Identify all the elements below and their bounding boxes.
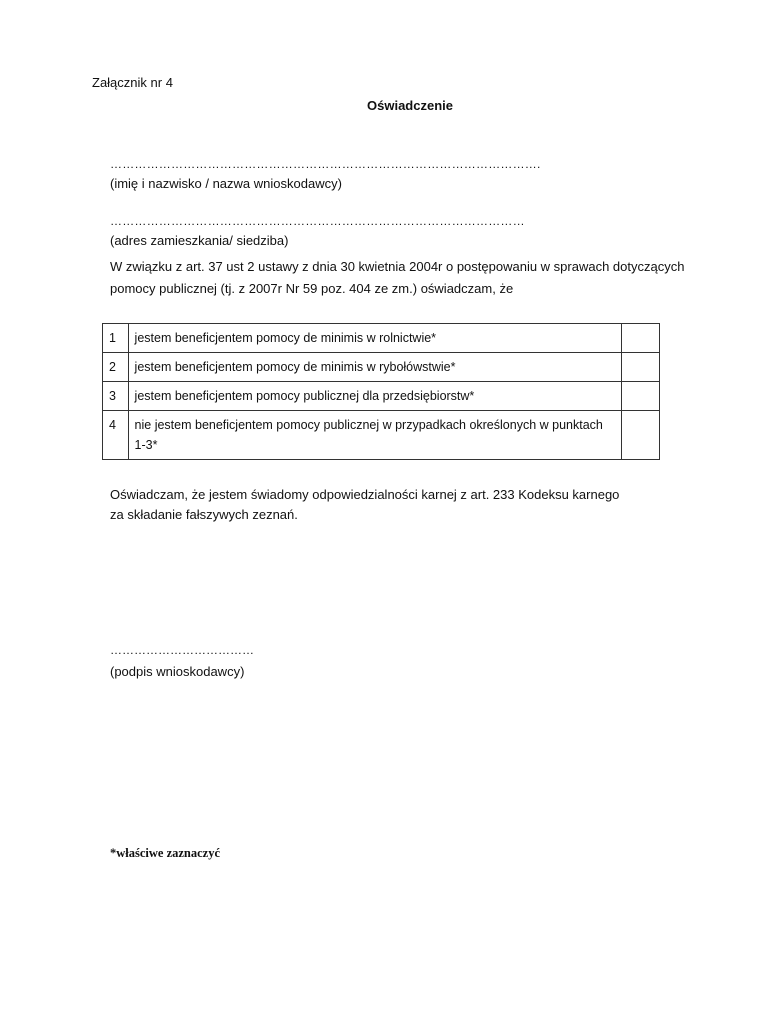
option-number: 1	[103, 324, 129, 353]
table-row	[103, 353, 660, 382]
table-row	[103, 382, 660, 411]
table-row	[103, 411, 660, 460]
option-text-line-1: nie jestem beneficjentem pomocy publicznej w przypadkach określonych w punktach	[134, 418, 603, 432]
footnote: *właściwe zaznaczyć	[110, 846, 221, 860]
intro-line-1: W związku z art. 37 ust 2 ustawy z dnia 30 kwietnia 2004r o postępowaniu w sprawach dotyczących	[110, 259, 685, 274]
option-checkbox-2[interactable]	[622, 353, 660, 382]
option-text: jestem beneficjentem pomocy publicznej dla przedsiębiorstw*	[128, 382, 622, 411]
signature-field[interactable]: ………………………………	[110, 643, 254, 657]
option-checkbox-4[interactable]	[622, 411, 660, 460]
option-checkbox-3[interactable]	[622, 382, 660, 411]
option-text-line-2: 1-3*	[134, 438, 158, 452]
signature-label: (podpis wnioskodawcy)	[110, 664, 245, 679]
applicant-address-field[interactable]: …………………………………………………………………………………………	[110, 214, 525, 228]
statement-line-1: Oświadczam, że jestem świadomy odpowiedzialności karnej z art. 233 Kodeksu karnego	[110, 487, 620, 502]
applicant-name-field[interactable]: …………………………………………………………………………………………….	[110, 157, 541, 171]
applicant-address-label: (adres zamieszkania/ siedziba)	[110, 233, 289, 248]
option-number: 2	[103, 353, 129, 382]
intro-paragraph	[110, 256, 700, 300]
option-checkbox-1[interactable]	[622, 324, 660, 353]
statement-line-2: za składanie fałszywych zeznań.	[110, 507, 298, 522]
table-row	[103, 324, 660, 353]
option-number: 3	[103, 382, 129, 411]
intro-line-2: pomocy publicznej (tj. z 2007r Nr 59 poz. 404 ze zm.) oświadczam, że	[110, 281, 514, 296]
option-text: jestem beneficjentem pomocy de minimis w rybołówstwie*	[128, 353, 622, 382]
applicant-name-label: (imię i nazwisko / nazwa wnioskodawcy)	[110, 176, 342, 191]
option-text	[128, 411, 622, 460]
option-number: 4	[103, 411, 129, 460]
declaration-table	[102, 323, 660, 460]
liability-statement	[110, 485, 670, 525]
document-title: Oświadczenie	[367, 98, 453, 113]
annex-label: Załącznik nr 4	[92, 75, 173, 90]
option-text: jestem beneficjentem pomocy de minimis w rolnictwie*	[128, 324, 622, 353]
